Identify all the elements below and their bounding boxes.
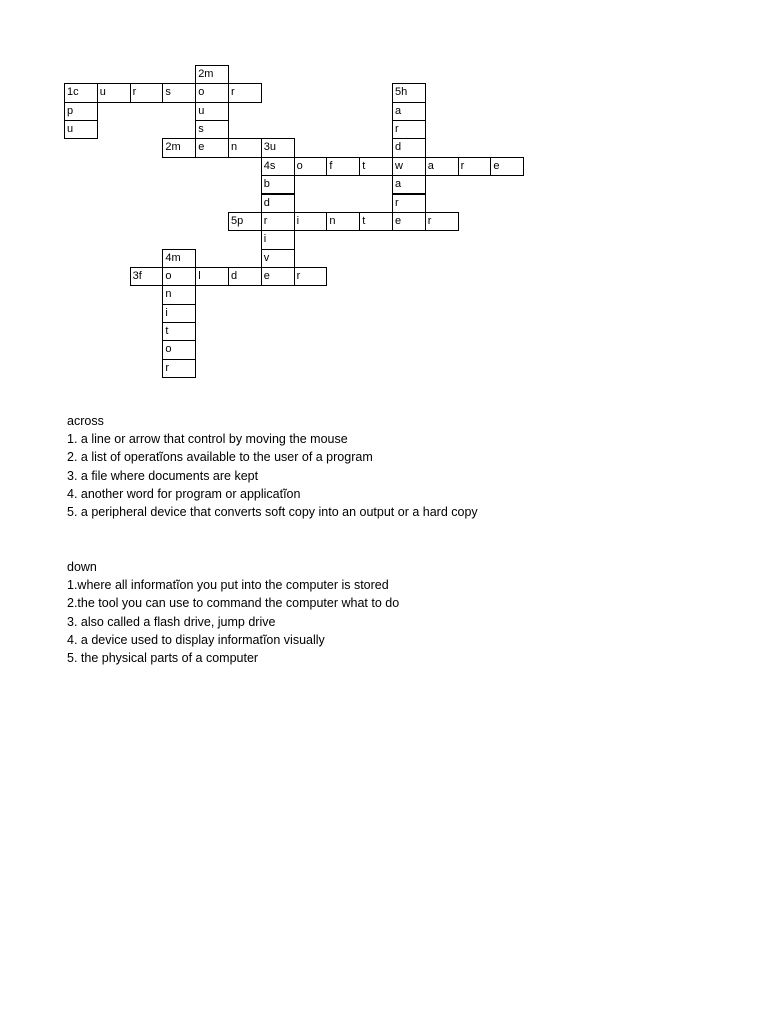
crossword-cell: d [261, 194, 295, 213]
across-clue-4: 4. another word for program or applicatĩon [67, 486, 301, 501]
down-clue-5: 5. the physical parts of a computer [67, 651, 259, 666]
crossword-cell: o [294, 157, 328, 176]
down-clue-4: 4. a device used to display informatĩon visually [67, 632, 325, 647]
crossword-cell: 5p [228, 212, 262, 231]
crossword-cell: r [425, 212, 459, 231]
crossword-cell: 3u [261, 138, 295, 157]
crossword-cell: d [392, 138, 426, 157]
crossword-cell: v [261, 249, 295, 268]
crossword-cell: r [261, 212, 295, 231]
crossword-cell: b [261, 175, 295, 194]
across-clue-1: 1. a line or arrow that control by moving the mouse [67, 432, 348, 446]
crossword-cell: n [162, 285, 196, 304]
crossword-cell: o [162, 340, 196, 359]
crossword-cell: p [64, 102, 98, 121]
crossword-cell: 4m [162, 249, 196, 268]
across-clue-5: 5. a peripheral device that converts soft copy into an output or a hard copy [67, 505, 478, 520]
crossword-cell: n [326, 212, 360, 231]
crossword-cell: 3f [130, 267, 164, 286]
crossword-cell: w [392, 157, 426, 176]
crossword-cell: r [458, 157, 492, 176]
crossword-cell: i [294, 212, 328, 231]
crossword-cell: a [392, 102, 426, 121]
crossword-cell: u [97, 83, 131, 102]
crossword-cell: t [162, 322, 196, 341]
crossword-cell: i [162, 304, 196, 323]
crossword-cell: i [261, 230, 295, 249]
crossword-cell: s [162, 83, 196, 102]
down-clues [67, 558, 399, 667]
crossword-cell: u [195, 102, 229, 121]
crossword-cell: u [64, 120, 98, 139]
crossword-cell: l [195, 267, 229, 286]
across-clues [67, 412, 747, 521]
crossword-cell: 2m [195, 65, 229, 84]
crossword-grid [0, 0, 768, 400]
crossword-cell: t [359, 157, 393, 176]
crossword-cell: o [195, 83, 229, 102]
crossword-cell: r [130, 83, 164, 102]
crossword-cell: e [490, 157, 524, 176]
down-clue-1: 1.where all informatĩon you put into the computer is stored [67, 578, 389, 592]
clues-section [67, 412, 747, 666]
crossword-cell: a [392, 175, 426, 194]
down-clue-2: 2.the tool you can use to command the computer what to do [67, 596, 400, 611]
across-heading: across [67, 414, 104, 428]
crossword-cell: a [425, 157, 459, 176]
crossword-cell: 2m [162, 138, 196, 157]
crossword-cell: 5h [392, 83, 426, 102]
crossword-cell: 4s [261, 157, 295, 176]
crossword-cell: r [162, 359, 196, 378]
crossword-cell: e [195, 138, 229, 157]
crossword-cell: r [392, 194, 426, 213]
crossword-cell: o [162, 267, 196, 286]
crossword-cell: e [261, 267, 295, 286]
crossword-cell: r [294, 267, 328, 286]
crossword-cell: d [228, 267, 262, 286]
crossword-cell: e [392, 212, 426, 231]
crossword-cell: f [326, 157, 360, 176]
down-clue-3: 3. also called a flash drive, jump drive [67, 614, 276, 629]
across-clue-3: 3. a file where documents are kept [67, 468, 259, 483]
crossword-cell: 1c [64, 83, 98, 102]
down-heading: down [67, 560, 97, 574]
across-clue-2: 2. a list of operatĩons available to the user of a program [67, 450, 373, 465]
crossword-cell: r [228, 83, 262, 102]
crossword-cell: s [195, 120, 229, 139]
crossword-cell: t [359, 212, 393, 231]
crossword-cell: n [228, 138, 262, 157]
crossword-cell: r [392, 120, 426, 139]
